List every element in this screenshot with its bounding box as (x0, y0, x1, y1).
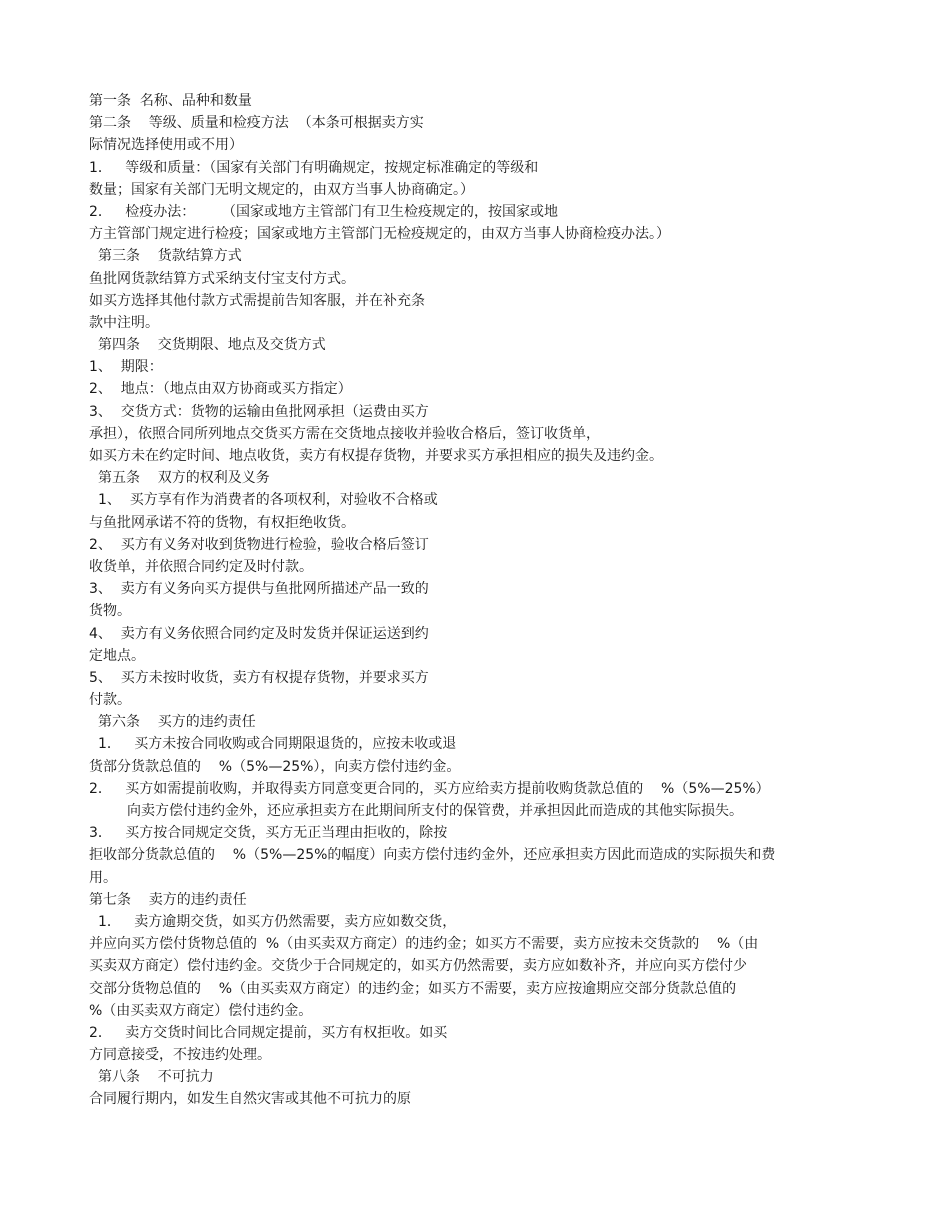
article-7-item-1-cont: 并应向买方偿付货物总值的 %（由买卖双方商定）的违约金；如买方不需要，卖方应按未交货款的 %（由 (89, 936, 759, 953)
article-5-item-1-cont: 与鱼批网承诺不符的货物，有权拒绝收货。 (89, 514, 355, 531)
article-4-item-2: 2、 地点：（地点由双方协商或买方指定） (89, 381, 352, 398)
article-5-item-4: 4、 卖方有义务依照合同约定及时发货并保证运送到约 (89, 625, 429, 642)
article-5-item-2-cont: 收货单，并依照合同约定及时付款。 (89, 558, 313, 575)
article-5-item-5-cont: 付款。 (89, 692, 131, 709)
article-4-item-3-cont2: 如买方未在约定时间、地点收货，卖方有权提存货物，并要求买方承担相应的损失及违约金。 (89, 448, 663, 464)
article-7-item-1-cont2: 买卖双方商定）偿付违约金。交货少于合同规定的，如买方仍然需要，卖方应如数补齐，并应向买方偿付少 (89, 958, 747, 975)
contract-document (89, 90, 889, 1111)
article-5-item-4-cont: 定地点。 (89, 647, 145, 664)
article-5-item-1: 1、 买方享有作为消费者的各项权利，对验收不合格或 (98, 492, 438, 509)
article-1-heading: 第一条 名称、品种和数量 (89, 93, 252, 109)
article-5-item-2: 2、 买方有义务对收到货物进行检验，验收合格后签订 (89, 536, 429, 553)
article-3-text-1: 鱼批网货款结算方式采纳支付宝支付方式。 (89, 270, 355, 287)
article-2-note: 际情况选择使用或不用） (89, 137, 243, 154)
article-7-item-1-cont3: 交部分货物总值的 %（由买卖双方商定）的违约金；如买方不需要，卖方应按逾期应交部分货款总值的 (89, 980, 737, 997)
article-7-heading: 第七条 卖方的违约责任 (89, 891, 247, 908)
article-6-item-2-cont: 向卖方偿付违约金外，还应承担卖方在此期间所支付的保管费，并承担因此而造成的其他实际损失。 (127, 803, 743, 819)
article-7-item-2: 2． 卖方交货时间比合同规定提前，买方有权拒收。如买 (89, 1024, 448, 1041)
article-6-item-3-cont: 拒收部分货款总值的 %（5%—25%的幅度）向卖方偿付违约金外，还应承担卖方因此而造成的实际损失和费 (89, 847, 776, 864)
article-3-heading: 第三条 货款结算方式 (98, 248, 242, 265)
article-4-item-1: 1、 期限： (89, 359, 163, 376)
article-6-item-1: 1． 买方未按合同收购或合同期限退货的，应按未收或退 (98, 736, 457, 753)
article-4-heading: 第四条 交货期限、地点及交货方式 (98, 337, 326, 354)
article-5-heading: 第五条 双方的权利及义务 (98, 470, 270, 487)
article-5-item-5: 5、 买方未按时收货，卖方有权提存货物，并要求买方 (89, 669, 429, 686)
article-2-heading: 第二条 等级、质量和检疫方法 （本条可根据卖方实 (89, 115, 424, 132)
article-2-item-1-cont: 数量；国家有关部门无明文规定的，由双方当事人协商确定。） (89, 181, 474, 198)
article-2-item-2-cont: 方主管部门规定进行检疫；国家或地方主管部门无检疫规定的，由双方当事人协商检疫办法。） (89, 226, 670, 243)
article-4-item-3-cont: 承担），依照合同所列地点交货买方需在交货地点接收并验收合格后，签订收货单， (89, 425, 600, 442)
article-5-item-3: 3、 卖方有义务向买方提供与鱼批网所描述产品一致的 (89, 581, 429, 598)
article-6-item-3: 3． 买方按合同规定交货，买方无正当理由拒收的，除按 (89, 825, 448, 842)
article-6-item-2: 2． 买方如需提前收购，并取得卖方同意变更合同的，买方应给卖方提前收购货款总值的 %（5%—25%） (89, 780, 770, 797)
article-6-item-3-cont2: 用。 (89, 869, 117, 886)
article-5-item-3-cont: 货物。 (89, 603, 131, 620)
article-7-item-1: 1． 卖方逾期交货，如买方仍然需要，卖方应如数交货， (98, 913, 457, 930)
article-4-item-3: 3、 交货方式：货物的运输由鱼批网承担（运费由买方 (89, 403, 429, 420)
article-3-text-2: 如买方选择其他付款方式需提前告知客服，并在补充条 (89, 292, 425, 309)
article-8-heading: 第八条 不可抗力 (98, 1069, 214, 1086)
article-2-item-1: 1． 等级和质量：（国家有关部门有明确规定，按规定标准确定的等级和 (89, 159, 539, 176)
article-7-item-1-cont4: %（由买卖双方商定）偿付违约金。 (89, 1002, 313, 1019)
article-7-item-2-cont: 方同意接受，不按违约处理。 (89, 1047, 271, 1064)
article-2-item-2: 2． 检疫办法： （国家或地方主管部门有卫生检疫规定的，按国家或地 (89, 203, 558, 220)
article-6-item-1-cont: 货部分货款总值的 %（5%—25%），向卖方偿付违约金。 (89, 758, 461, 775)
article-3-text-3: 款中注明。 (89, 314, 159, 331)
article-6-heading: 第六条 买方的违约责任 (98, 714, 256, 731)
article-8-text: 合同履行期内，如发生自然灾害或其他不可抗力的原 (89, 1091, 411, 1108)
